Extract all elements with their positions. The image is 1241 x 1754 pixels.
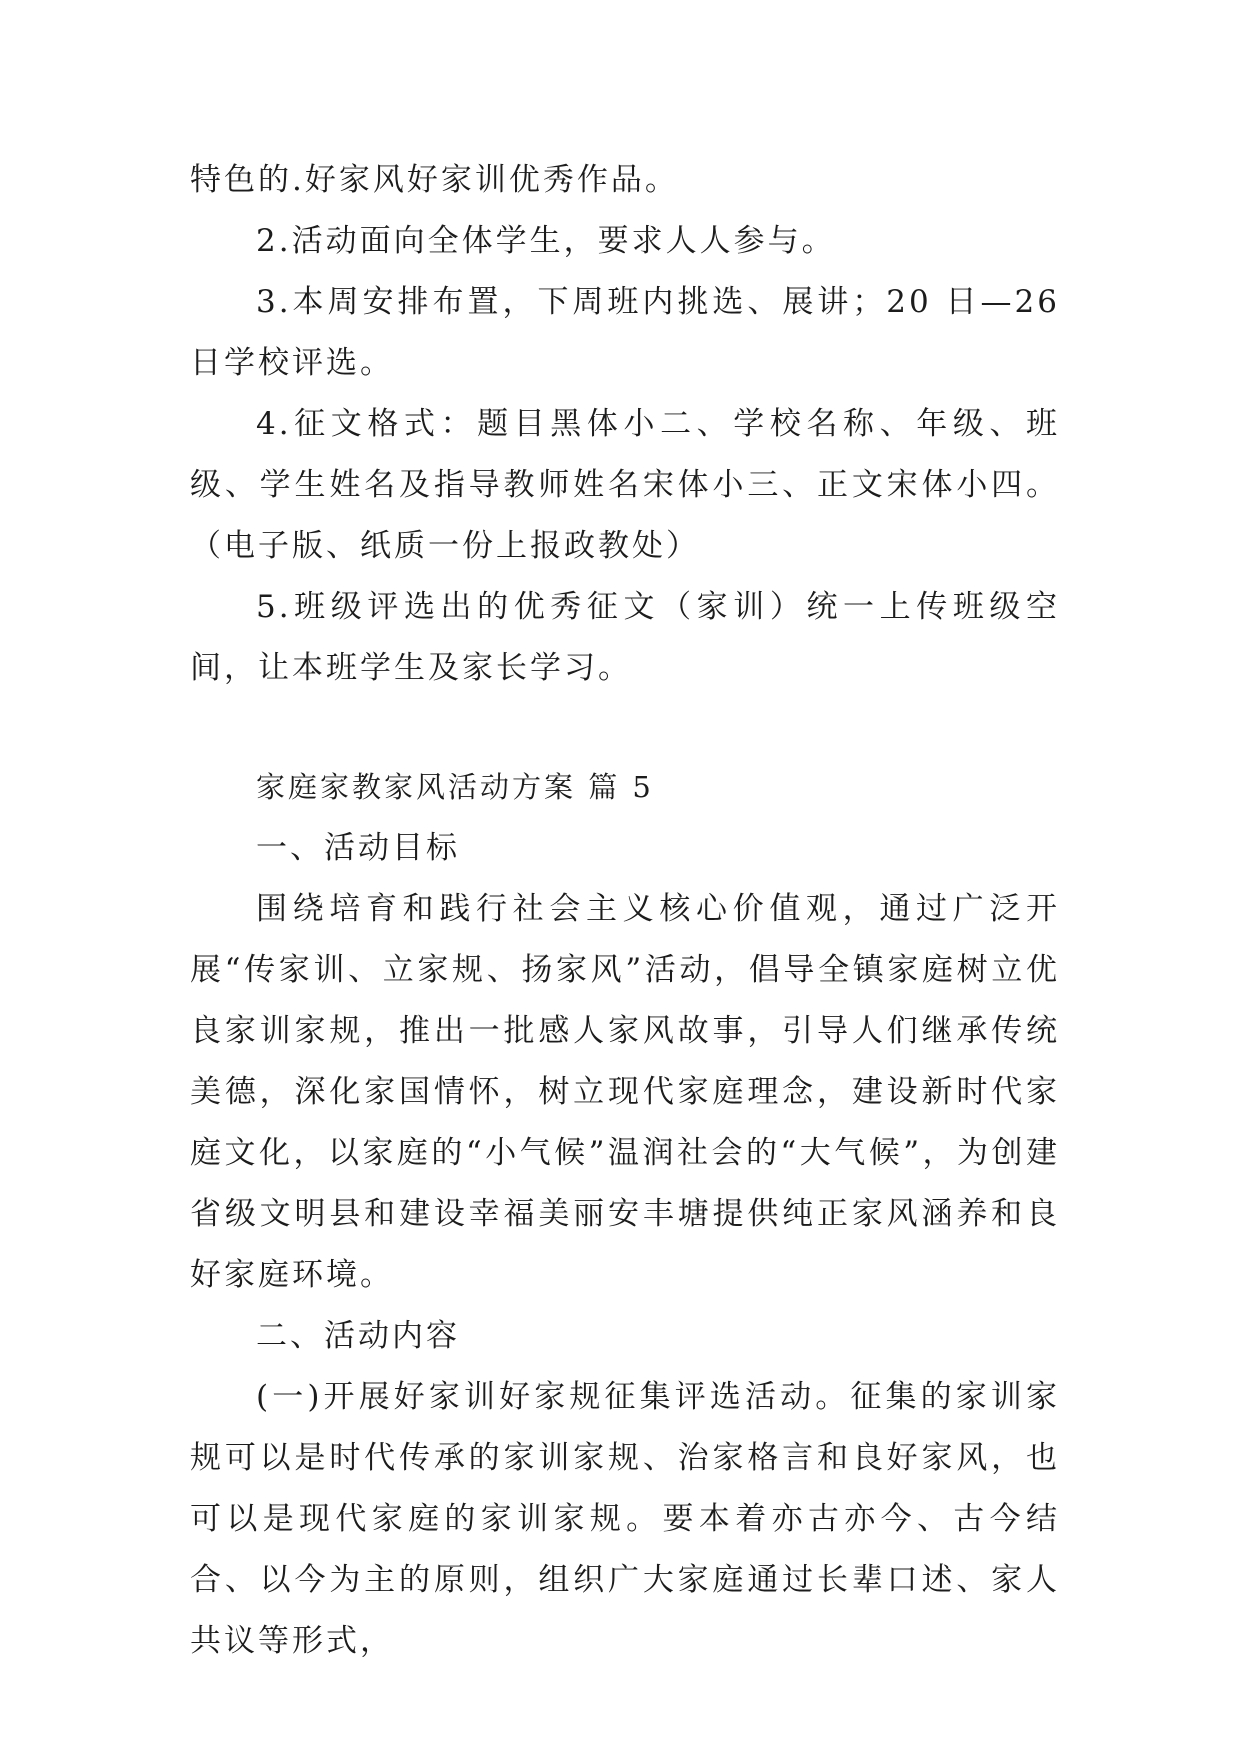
- heading-activity-content: 二、活动内容: [256, 1318, 460, 1354]
- paragraph-item-5: 5.班级评选出的优秀征文（家训）统一上传班级空间，让本班学生及家长学习。: [190, 589, 1060, 686]
- paragraph-activity-content: (一)开展好家训好家规征集评选活动。征集的家训家规可以是时代传承的家训家规、治家格言和良好家风，也可以是现代家庭的家训家规。要本着亦古亦今、古今结合、以今为主的原则，组织广大家庭通过长辈口述、家人共议等形式，: [190, 1379, 1060, 1659]
- paragraph-activity-goal: 围绕培育和践行社会主义核心价值观，通过广泛开展“传家训、立家规、扬家风”活动，倡导全镇家庭树立优良家训家规，推出一批感人家风故事，引导人们继承传统美德，深化家国情怀，树立现代家庭理念，建设新时代家庭文化，以家庭的“小气候”温润社会的“大气候”，为创建省级文明县和建设幸福美丽安丰塘提供纯正家风涵养和良好家庭环境。: [190, 891, 1060, 1293]
- paragraph-item-4: 4.征文格式：题目黑体小二、学校名称、年级、班级、学生姓名及指导教师姓名宋体小三、正文宋体小四。（电子版、纸质一份上报政教处）: [190, 406, 1060, 564]
- section-title: 家庭家教家风活动方案 篇 5: [256, 770, 654, 804]
- paragraph-item-2: 2.活动面向全体学生，要求人人参与。: [256, 223, 836, 259]
- document-body: [190, 150, 1060, 1672]
- paragraph-item-3: 3.本周安排布置，下周班内挑选、展讲；20 日—26 日学校评选。: [190, 284, 1060, 381]
- heading-activity-goal: 一、活动目标: [256, 830, 460, 866]
- paragraph-continuation: 特色的.好家风好家训优秀作品。: [190, 162, 679, 198]
